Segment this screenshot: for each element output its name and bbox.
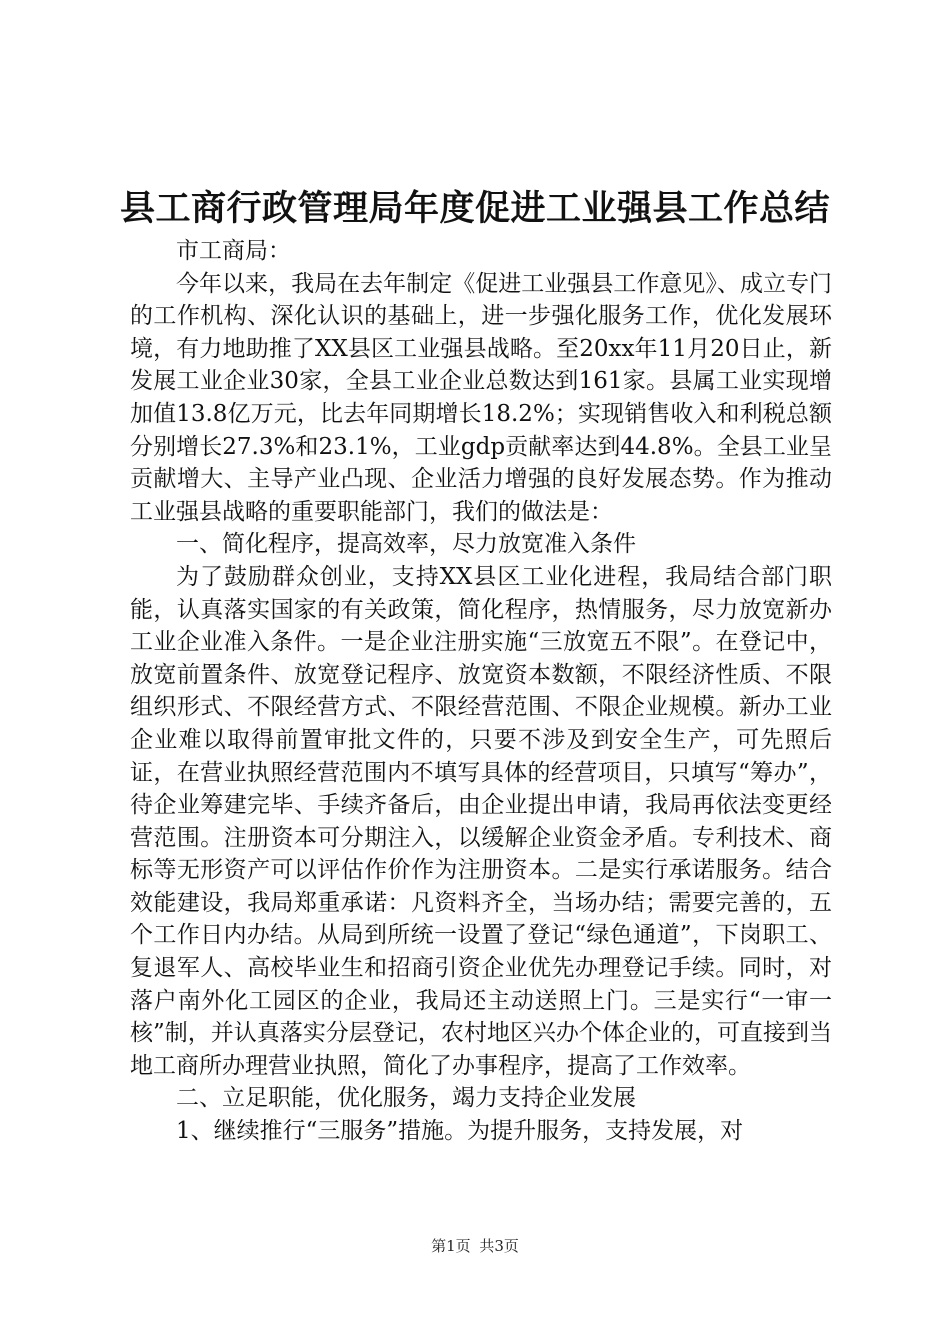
section-heading-2: 二、立足职能，优化服务，竭力支持企业发展 bbox=[176, 1085, 636, 1112]
page-number-total: 共3页 bbox=[479, 1237, 519, 1255]
page-footer bbox=[0, 1236, 950, 1256]
document-body bbox=[130, 235, 832, 1148]
section-2-paragraph: 1、继续推行“三服务”措施。为提升服务，支持发展，对 bbox=[176, 1118, 744, 1145]
salutation: 市工商局： bbox=[176, 238, 291, 264]
page-number-current: 第1页 bbox=[431, 1237, 471, 1255]
section-heading-1: 一、简化程序，提高效率，尽力放宽准入条件 bbox=[176, 531, 636, 558]
intro-paragraph: 今年以来，我局在去年制定《促进工业强县工作意见》、成立专门的工作机构、深化认识的基础上，进一步强化服务工作，优化发展环境，有力地助推了XX县区工业强县战略。至20xx年11月20日止，新发展工业企业30家，全县工业企业总数达到161家。县属工业实现增加值13.8亿万元，比去年同期增长18.2%；实现销售收入和利税总额分别增长27.3%和23.1%，工业gdp贡献率达到44.8%。全县工业呈贡献增大、主导产业凸现、企业活力增强的良好发展态势。作为推动工业强县战略的重要职能部门，我们的做法是： bbox=[130, 270, 832, 525]
document-title: 县工商行政管理局年度促进工业强县工作总结 bbox=[119, 188, 830, 229]
section-1-paragraph: 为了鼓励群众创业，支持XX县区工业化进程，我局结合部门职能，认真落实国家的有关政策，简化程序，热情服务，尽力放宽新办工业企业准入条件。一是企业注册实施“三放宽五不限”。在登记中，放宽前置条件、放宽登记程序、放宽资本数额，不限经济性质、不限组织形式、不限经营方式、不限经营范围、不限企业规模。新办工业企业难以取得前置审批文件的，只要不涉及到安全生产，可先照后证，在营业执照经营范围内不填写具体的经营项目，只填写“筹办”，待企业筹建完毕、手续齐备后，由企业提出申请，我局再依法变更经营范围。注册资本可分期注入，以缓解企业资金矛盾。专利技术、商标等无形资产可以评估作价作为注册资本。二是实行承诺服务。结合效能建设，我局郑重承诺：凡资料齐全，当场办结；需要完善的，五个工作日内办结。从局到所统一设置了登记“绿色通道”，下岗职工、复退军人、高校毕业生和招商引资企业优先办理登记手续。同时，对落户南外化工园区的企业，我局还主动送照上门。三是实行“一审一核”制，并认真落实分层登记，农村地区兴办个体企业的，可直接到当地工商所办理营业执照，简化了办事程序，提高了工作效率。 bbox=[130, 563, 832, 1079]
